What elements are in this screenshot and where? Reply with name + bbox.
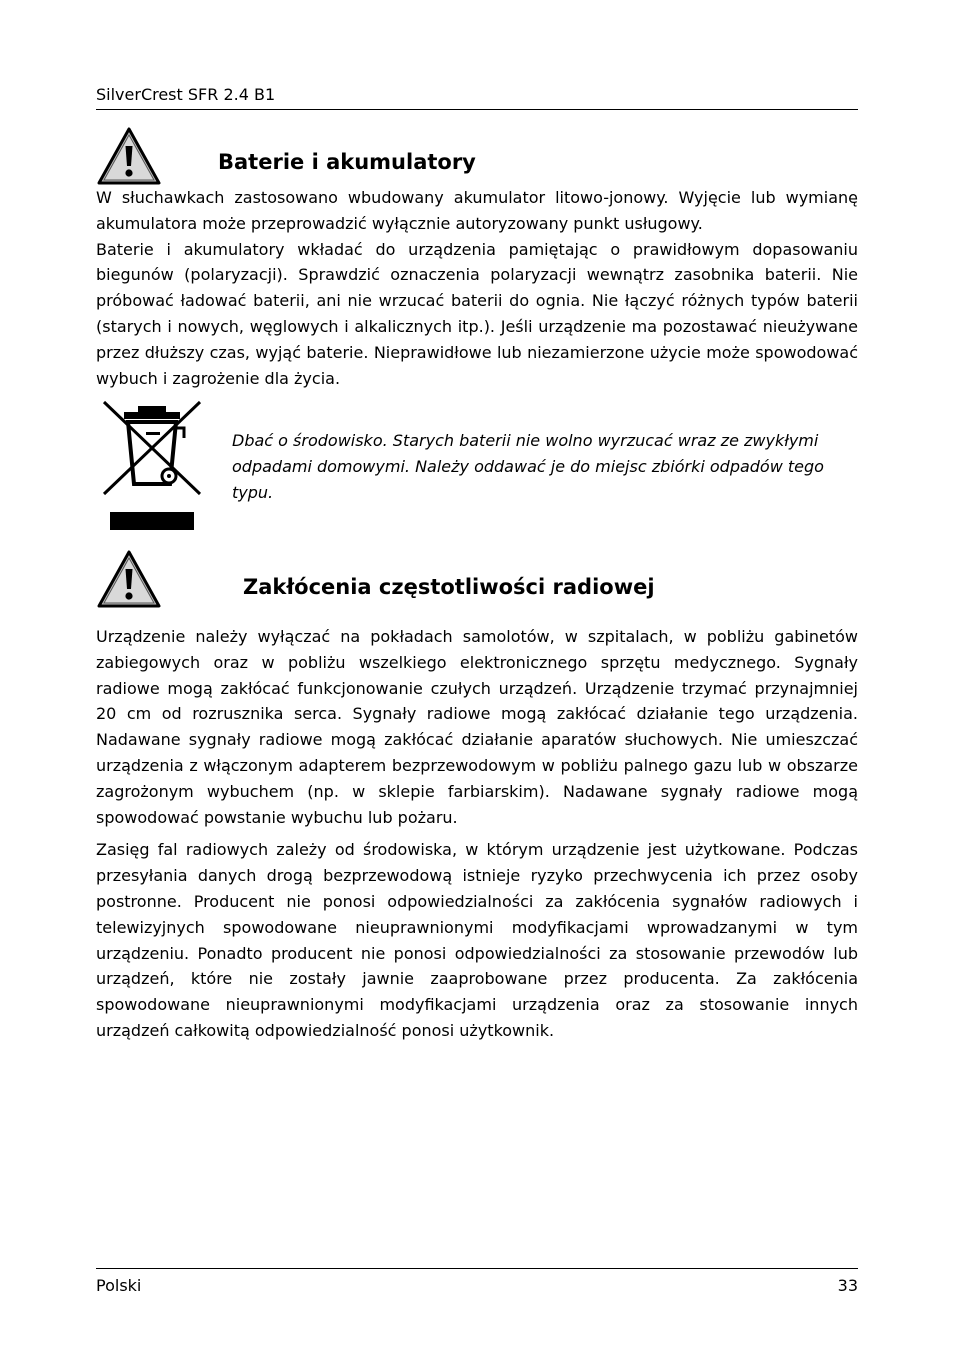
- page-number: 33: [837, 1276, 858, 1295]
- paragraph: Urządzenie należy wyłączać na pokładach samolotów, w szpitalach, w pobliżu gabinetów zabiegowych oraz w pobliżu wszelkiego elektronicznego sprzętu medycznego. Sygnały radiowe mogą zakłócać funkcjonowanie czułych urządzeń. Urządzenie trzymać przynajmniej 20 cm od rozrusznika serca. Sygnały radiowe mogą zakłócać działanie tego urządzenia. Nadawane sygnały radiowe mogą zakłócać działanie aparatów słuchowych. Nie umieszczać urządzenia z włączonym adapterem bezprzewodowym w pobliżu palnego gazu lub w obszarze zagrożonym wybuchem (np. w sklepie farbiarskim). Nadawane sygnały radiowe mogą spowodować powstanie wybuchu lub pożaru.: [96, 627, 858, 827]
- paragraph: W słuchawkach zastosowano wbudowany akumulator litowo-jonowy. Wyjęcie lub wymianę akumulatora może przeprowadzić wyłącznie autoryzowany punkt usługowy.: [96, 188, 858, 233]
- page-header: [96, 84, 858, 110]
- warning-triangle-icon: [96, 126, 162, 186]
- paragraph: Zasięg fal radiowych zależy od środowiska, w którym urządzenie jest użytkowane. Podczas przesyłania danych drogą bezprzewodową istnieje ryzyko przechwycenia ich przez osoby postronne. Producent nie ponosi odpowiedzialności za zakłócenia sygnałów radiowych i telewizyjnych spowodowane nieuprawnionymi modyfikacjami wprowadzanymi w tym urządzeniu. Ponadto producent nie ponosi odpowiedzialności za stosowanie przewodów lub urządzeń, które nie zostały jawnie zaaprobowane przez producenta. Za zakłócenia spowodowane nieuprawnionymi modyfikacjami urządzenia oraz za stosowanie innych urządzeń całkowitą odpowiedzialność ponosi użytkownik.: [96, 840, 858, 1040]
- paragraph: Baterie i akumulatory wkładać do urządzenia pamiętając o prawidłowym dopasowaniu biegunów (polaryzacji). Sprawdzić oznaczenia polaryzacji wewnątrz zasobnika baterii. Nie próbować ładować baterii, ani nie wrzucać baterii do ognia. Nie łączyć różnych typów baterii (starych i nowych, węglowych i alkalicznych itp.). Jeśli urządzenie ma pozostawać nieużywane przez dłuższy czas, wyjąć baterie. Nieprawidłowe lub niezamierzone użycie może spowodować wybuch i zagrożenie dla życia.: [96, 239, 858, 388]
- environment-notice: Dbać o środowisko. Starych baterii nie wolno wyrzucać wraz ze zwykłymi odpadami domowymi. Należy oddawać je do miejsc zbiórki odpadów tego typu.: [232, 431, 824, 502]
- crossed-out-bin-icon: [100, 398, 204, 532]
- page-footer: [96, 1268, 858, 1297]
- warning-triangle-icon: [95, 549, 163, 609]
- header-title: SilverCrest SFR 2.4 B1: [96, 85, 276, 104]
- footer-language: Polski: [96, 1276, 142, 1295]
- section-batteries-body: [96, 185, 858, 391]
- section-radio-body: [96, 624, 858, 1044]
- section-heading-batteries: Baterie i akumulatory: [218, 150, 476, 174]
- section-heading-radio-interference: Zakłócenia częstotliwości radiowej: [243, 575, 655, 599]
